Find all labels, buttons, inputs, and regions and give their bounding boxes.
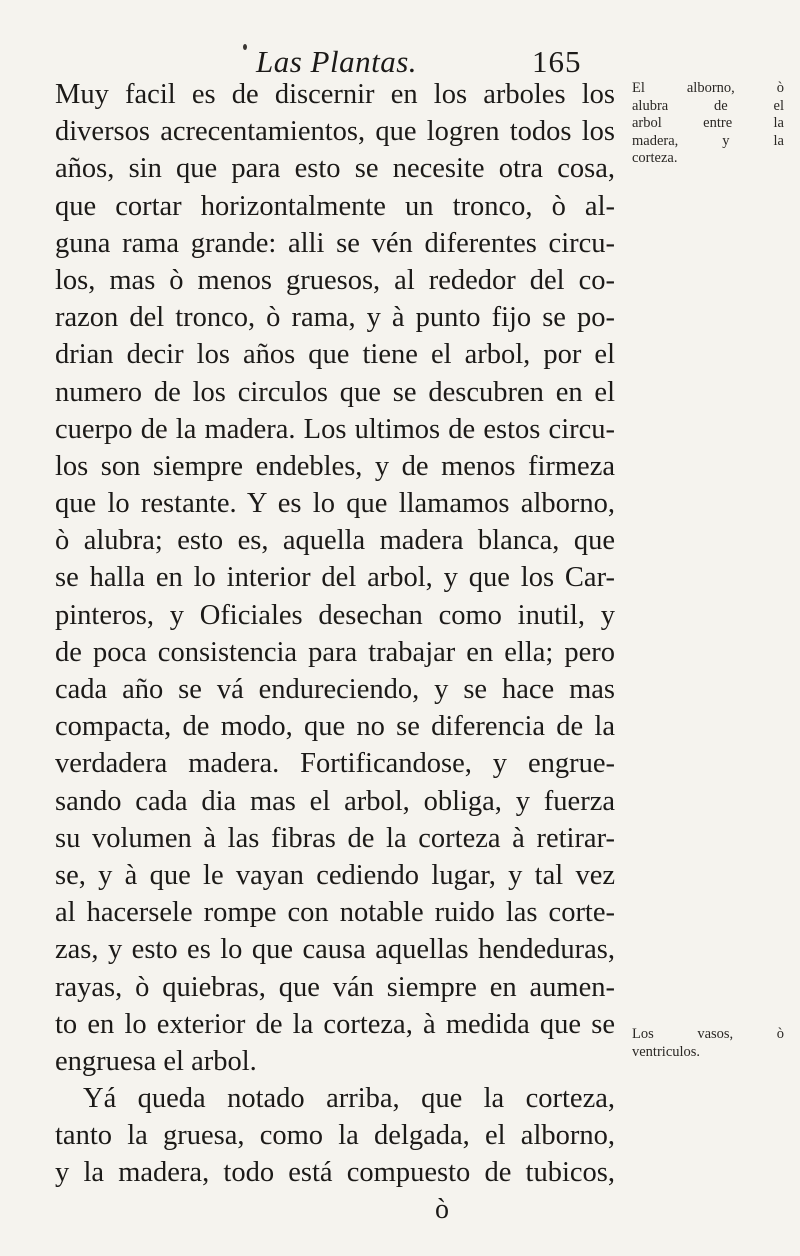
text-line: diversos acrecentamientos, que logren todos los: [55, 116, 615, 148]
text-line: de poca consistencia para trabajar en ella; pero: [55, 636, 615, 668]
text-line: zas, y esto es lo que causa aquellas hendeduras,: [55, 934, 615, 966]
page-header: [0, 40, 800, 80]
text-line: cuerpo de la madera. Los ultimos de estos circu-: [55, 413, 615, 445]
text-line: drian decir los años que tiene el arbol, por el: [55, 339, 615, 371]
text-line: se, y à que le vayan cediendo lugar, y tal vez: [55, 859, 615, 891]
text-line: se halla en lo interior del arbol, y que los Car-: [55, 562, 615, 594]
text-line: verdadera madera. Fortificandose, y engrue-: [55, 748, 615, 780]
margin-note-vasos: [632, 1026, 784, 1061]
running-title: Las Plantas.: [256, 44, 418, 79]
text-line: engruesa el arbol.: [55, 1045, 257, 1077]
text-line: razon del tronco, ò rama, y à punto fijo se po-: [55, 302, 615, 334]
text-line: guna rama grande: alli se vén diferentes circu-: [55, 227, 615, 259]
margin-note-line: arbol entre la: [632, 115, 784, 131]
text-line: que lo restante. Y es lo que llamamos alborno,: [55, 488, 615, 520]
text-line: sando cada dia mas el arbol, obliga, y fuerza: [55, 785, 615, 817]
text-line: los son siempre endebles, y de menos firmeza: [55, 450, 615, 482]
text-line: Yá queda notado arriba, que la corteza,: [83, 1083, 615, 1115]
text-line: los, mas ò menos gruesos, al rededor del co-: [55, 264, 615, 296]
text-line: rayas, ò quiebras, que ván siempre en aumen-: [55, 971, 615, 1003]
body-text: [55, 76, 615, 1192]
ink-spot: [243, 44, 247, 50]
margin-note-line: madera, y la: [632, 132, 784, 149]
text-line: tanto la gruesa, como la delgada, el alborno,: [55, 1120, 615, 1152]
margin-note-line: corteza.: [632, 150, 678, 166]
margin-note-line: El alborno, ò: [632, 80, 784, 96]
text-line: ò alubra; esto es, aquella madera blanca, que: [55, 525, 615, 557]
text-line: compacta, de modo, que no se diferencia de la: [55, 711, 615, 743]
text-line: Muy facil es de discernir en los arboles los: [55, 79, 615, 110]
margin-note-line: alubra de el: [632, 97, 784, 114]
text-line: que cortar horizontalmente un tronco, ò al-: [55, 190, 615, 222]
text-line: cada año se vá endureciendo, y se hace mas: [55, 674, 615, 705]
text-line: su volumen à las fibras de la corteza à retirar-: [55, 822, 615, 854]
margin-note-line: ventriculos.: [632, 1043, 701, 1060]
catchword: ò: [435, 1194, 449, 1225]
text-line: años, sin que para esto se necesite otra cosa,: [55, 153, 615, 185]
text-line: to en lo exterior de la corteza, à medida que se: [55, 1008, 615, 1040]
text-line: y la madera, todo está compuesto de tubicos,: [55, 1157, 615, 1189]
margin-note-line: Los vasos, ò: [632, 1026, 784, 1042]
text-line: pinteros, y Oficiales desechan como inutil, y: [55, 599, 615, 631]
margin-note-alborno: [632, 80, 784, 168]
text-line: al hacersele rompe con notable ruido las corte-: [55, 897, 615, 929]
page-number: 165: [532, 44, 582, 79]
text-line: numero de los circulos que se descubren en el: [55, 376, 615, 408]
